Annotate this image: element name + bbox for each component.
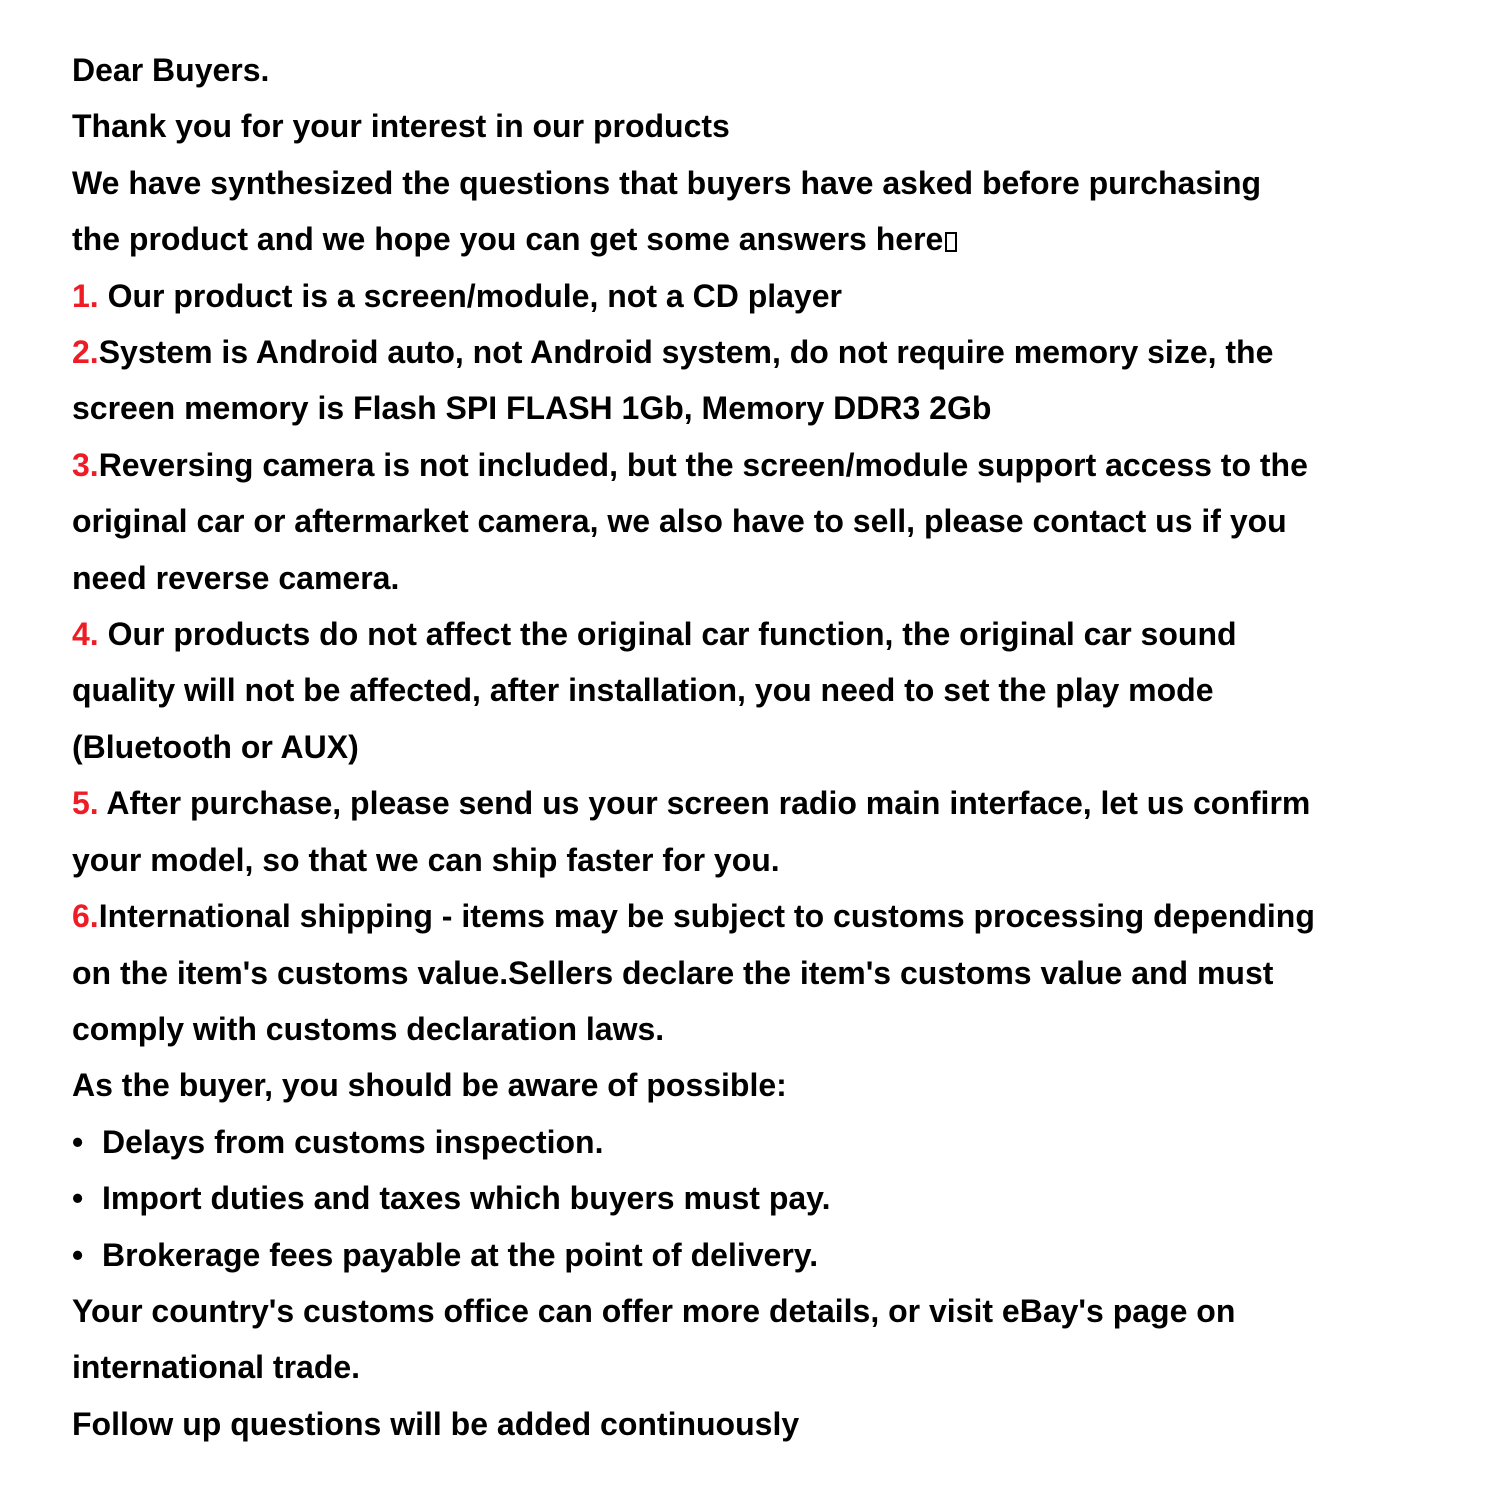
faq-item-6-continued: comply with customs declaration laws. (72, 1010, 665, 1047)
faq-item-1 (72, 268, 1432, 324)
follow-up-line: Follow up questions will be added continuously (72, 1405, 800, 1442)
bullet-item (72, 1227, 1432, 1283)
summary-line-1: We have synthesized the questions that buyers have asked before purchasing (72, 164, 1262, 201)
faq-item-number: 2. (72, 334, 99, 371)
faq-item-number: 1. (72, 277, 99, 314)
thanks-line: Thank you for your interest in our products (72, 108, 730, 145)
faq-item-4 (72, 606, 1432, 662)
faq-item-6 (72, 888, 1432, 944)
customs-office-line-1: Your country's customs office can offer more details, or visit eBay's page on (72, 1292, 1236, 1329)
greeting: Dear Buyers. (72, 52, 270, 88)
faq-item-4-continued: quality will not be affected, after installation, you need to set the play mode (72, 672, 1214, 709)
aware-heading: As the buyer, you should be aware of possible: (72, 1067, 787, 1104)
faq-item-6-continued: on the item's customs value.Sellers declare the item's customs value and must (72, 954, 1274, 991)
faq-item-text: After purchase, please send us your screen radio main interface, let us confirm (98, 785, 1311, 822)
faq-item-2-continued: screen memory is Flash SPI FLASH 1Gb, Memory DDR3 2Gb (72, 390, 992, 427)
faq-item-number: 6. (72, 898, 99, 935)
faq-item-3-continued: need reverse camera. (72, 559, 400, 596)
faq-document (72, 42, 1432, 1452)
summary-line-2 (72, 211, 1432, 267)
faq-item-text: Our product is a screen/module, not a CD player (98, 277, 842, 314)
faq-item-text: International shipping - items may be subject to customs processing depending (98, 898, 1315, 935)
bullet-icon: • (72, 1123, 84, 1160)
faq-item-5 (72, 775, 1432, 831)
faq-item-number: 3. (72, 446, 99, 483)
faq-item-5-continued: your model, so that we can ship faster for you. (72, 841, 780, 878)
bullet-item (72, 1114, 1432, 1170)
summary-line-2-text: the product and we hope you can get some answers here (72, 221, 944, 258)
faq-item-number: 4. (72, 616, 99, 653)
bullet-item (72, 1170, 1432, 1226)
bullet-text: Import duties and taxes which buyers must pay. (102, 1180, 831, 1217)
faq-item-number: 5. (72, 785, 99, 822)
missing-glyph-box-icon (945, 232, 957, 252)
bullet-icon: • (72, 1236, 84, 1273)
faq-item-text: Our products do not affect the original car function, the original car sound (98, 616, 1237, 653)
faq-item-text: System is Android auto, not Android system, do not require memory size, the (98, 334, 1274, 371)
faq-item-3-continued: original car or aftermarket camera, we also have to sell, please contact us if you (72, 503, 1287, 540)
faq-item-text: Reversing camera is not included, but the screen/module support access to the (98, 446, 1308, 483)
bullet-text: Delays from customs inspection. (102, 1123, 604, 1160)
bullet-text: Brokerage fees payable at the point of delivery. (102, 1236, 819, 1273)
faq-item-3 (72, 437, 1432, 493)
customs-office-line-2: international trade. (72, 1349, 361, 1386)
faq-item-4-continued: (Bluetooth or AUX) (72, 728, 359, 765)
bullet-icon: • (72, 1180, 84, 1217)
faq-item-2 (72, 324, 1432, 380)
